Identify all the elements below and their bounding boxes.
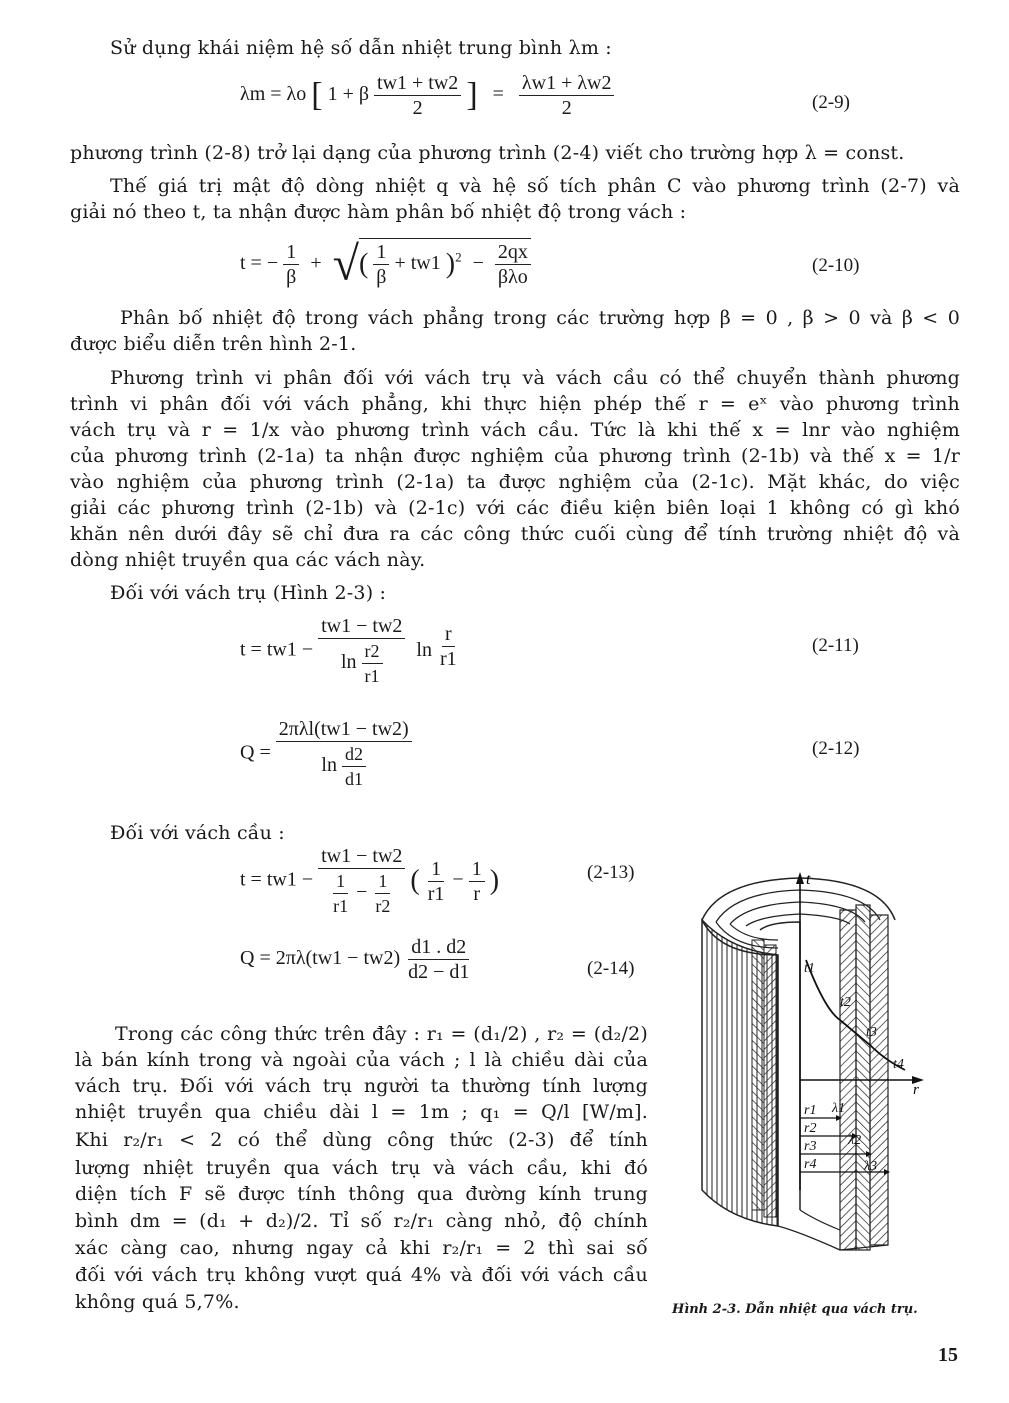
paragraph-6-line-2: là bán kính trong và ngoài của vách ; l là chiều dài của xyxy=(75,1049,648,1071)
equation-2-12 xyxy=(240,718,412,790)
page-number: 15 xyxy=(938,1344,958,1366)
paragraph-5-line-3: vách trụ và r = 1/x vào phương trình vách cầu. Tức là khi thế x = lnr vào nghiệm xyxy=(70,419,960,441)
cylinder-heading: Đối với vách trụ (Hình 2-3) : xyxy=(110,582,387,604)
eq10-f1-num: 1 xyxy=(283,241,299,265)
paragraph-2: phương trình (2-8) trở lại dạng của phương trình (2-4) viết cho trường hợp λ = const. xyxy=(70,142,905,164)
paragraph-6-line-4: nhiệt truyền qua chiều dài l = 1m ; q₁ = Q/l [W/m]. xyxy=(75,1101,648,1123)
label-r3: r3 xyxy=(804,1139,817,1154)
eq12-den-den: d1 xyxy=(344,769,363,789)
paragraph-4-line-2: được biểu diễn trên hình 2-1. xyxy=(70,333,357,355)
paragraph-6-line-7: diện tích F sẽ được tính thông qua đường kính trung xyxy=(75,1183,648,1205)
paragraph-6-line-6: lượng nhiệt truyền qua vách trụ và vách cầu, khi đó xyxy=(75,1157,648,1179)
intro-line: Sử dụng khái niệm hệ số dẫn nhiệt trung bình λm : xyxy=(110,37,612,59)
eq10-lhs: t = − xyxy=(240,252,279,275)
eq12-num: 2πλl(tw1 − tw2) xyxy=(276,718,412,742)
eq9-den1: 2 xyxy=(412,97,423,119)
eq13-pm: − xyxy=(452,868,464,891)
paragraph-6-line-11: không quá 5,7%. xyxy=(75,1291,240,1313)
eq10-inner-num: 1 xyxy=(373,241,389,265)
eq14-lhs: Q = 2πλ(tw1 − tw2) xyxy=(240,947,401,970)
eq12-den-num: d2 xyxy=(342,743,366,767)
eq9-num2: λw1 + λw2 xyxy=(519,72,615,96)
eqno-2-14: (2-14) xyxy=(587,958,635,979)
eqno-2-12: (2-12) xyxy=(812,738,860,759)
paragraph-5-line-7: khăn nên dưới đây sẽ chỉ đưa ra các công thức cuối cùng để tính trường nhiệt độ và xyxy=(70,523,960,545)
eq10-f3-den: βλo xyxy=(497,266,528,288)
eq9-lhs: λm = λo xyxy=(240,83,307,106)
eqno-2-9: (2-9) xyxy=(812,92,850,113)
equation-2-14 xyxy=(240,936,472,983)
paragraph-5-line-5: vào nghiệm của phương trình (2-1a) ta được nghiệm của (2-1c). Mặt khác, do việc xyxy=(70,471,960,493)
sphere-heading: Đối với vách cầu : xyxy=(110,822,285,844)
eq11-r-num: r xyxy=(442,623,455,647)
eq13-d2n: 1 xyxy=(375,870,390,894)
equation-2-11 xyxy=(240,615,460,687)
eq9-num1: tw1 + tw2 xyxy=(374,72,461,96)
paragraph-3-line-2: giải nó theo t, ta nhận được hàm phân bố nhiệt độ trong vách : xyxy=(70,201,687,223)
eq13-b-num: 1 xyxy=(469,858,485,882)
paragraph-5-line-4: của phương trình (2-1a) ta nhận được nghiệm của phương trình (2-1b) và thế x = 1/r xyxy=(70,445,960,467)
equation-2-9 xyxy=(240,72,614,119)
paragraph-6-line-1: Trong các công thức trên đây : r₁ = (d₁/2) , r₂ = (d₂/2) xyxy=(115,1023,648,1045)
eq14-num: d1 . d2 xyxy=(408,936,469,960)
eq11-den-den: r1 xyxy=(364,666,380,686)
eq13-p-close: ) xyxy=(489,865,500,896)
eq13-num: tw1 − tw2 xyxy=(318,845,405,869)
eqno-2-10: (2-10) xyxy=(812,255,860,276)
eq10-inner-den: β xyxy=(376,266,387,288)
eq11-den-ln: ln xyxy=(340,651,357,674)
eq9-one-plus-beta: 1 + β xyxy=(327,83,370,106)
paragraph-5-line-1: Phương trình vi phân đối với vách trụ và vách cầu có thể chuyển thành phương xyxy=(110,367,960,389)
eq14-den: d2 − d1 xyxy=(408,961,470,983)
eq9-bracket-open: [ xyxy=(311,76,323,114)
label-lambda3: λ3 xyxy=(864,1159,878,1174)
eq13-b-den: r xyxy=(473,882,481,905)
paragraph-5-line-6: giải các phương trình (2-1b) và (2-1c) với các điều kiện biên loại 1 không có gì khó xyxy=(70,497,960,519)
eq11-ln: ln xyxy=(416,638,432,661)
eq13-d1n: 1 xyxy=(333,870,348,894)
label-t1: t1 xyxy=(804,961,815,976)
label-r4: r4 xyxy=(804,1157,817,1172)
eq11-num: tw1 − tw2 xyxy=(318,615,405,639)
eq9-den2: 2 xyxy=(561,97,572,119)
eq11-lhs: t = tw1 − xyxy=(240,638,314,661)
eq10-f3-num: 2qx xyxy=(495,241,531,265)
label-lambda1: λ1 xyxy=(832,1101,846,1116)
eq11-den-num: r2 xyxy=(362,640,383,664)
paragraph-3-line-1: Thế giá trị mật độ dòng nhiệt q và hệ số tích phân C vào phương trình (2-7) và xyxy=(110,175,960,197)
axis-r-label: r xyxy=(913,1082,919,1098)
cylinder-wall-figure xyxy=(690,860,960,1270)
eq13-d1d: r1 xyxy=(333,896,349,916)
eq13-dm: − xyxy=(356,881,368,904)
paragraph-6-line-10: đối với vách trụ không vượt quá 4% và đối với vách cầu xyxy=(75,1264,648,1286)
label-lambda2: λ2 xyxy=(848,1133,862,1148)
label-t3: t3 xyxy=(866,1025,877,1040)
equation-2-10: t = − $\frac{1}{\beta}$ + √( $\frac{1}{\beta}$ + tw1 )$^2$ − $\frac{2qx}{\text{βλo}}$ xyxy=(240,238,531,288)
figure-caption: Hình 2-3. Dẫn nhiệt qua vách trụ. xyxy=(672,1302,918,1317)
sqrt-sign: √ xyxy=(332,237,359,291)
paragraph-5-line-8: dòng nhiệt truyền qua các vách này. xyxy=(70,549,426,571)
eq11-r-den: r1 xyxy=(439,648,457,670)
eq13-a-num: 1 xyxy=(428,858,444,882)
eqno-2-13: (2-13) xyxy=(587,862,635,883)
paragraph-6-line-8: bình dm = (d₁ + d₂)/2. Tỉ số r₂/r₁ càng nhỏ, độ chính xyxy=(75,1210,648,1232)
label-r2: r2 xyxy=(804,1121,817,1136)
label-t4: t4 xyxy=(893,1057,904,1072)
eq10-inner-rest: + tw1 xyxy=(394,252,441,275)
eq9-equals: = xyxy=(492,83,504,106)
label-r1: r1 xyxy=(804,1103,817,1118)
eq13-p-open: ( xyxy=(410,865,420,896)
label-t2: t2 xyxy=(840,995,851,1010)
eq10-f1-den: β xyxy=(286,266,297,288)
eq13-d2d: r2 xyxy=(375,896,391,916)
eq13-lhs: t = tw1 − xyxy=(240,868,314,891)
paragraph-6-line-9: xác càng cao, nhưng ngay cả khi r₂/r₁ = 2 thì sai số xyxy=(75,1237,648,1259)
paragraph-6-line-3: vách trụ. Đối với vách trụ người ta thường tính lượng xyxy=(75,1075,648,1097)
eq12-den-ln: ln xyxy=(321,754,337,777)
eq10-square: 2 xyxy=(455,249,462,265)
paragraph-5-line-2: trình vi phân đối với vách phẳng, khi thực hiện phép thế r = eˣ vào phương trình xyxy=(70,393,960,415)
eq13-a-den: r1 xyxy=(427,882,445,905)
axis-t-label: t xyxy=(806,871,811,888)
eq10-plus: + xyxy=(310,252,322,275)
eq12-lhs: Q = xyxy=(240,741,271,764)
eqno-2-11: (2-11) xyxy=(812,635,859,656)
equation-2-13 xyxy=(240,845,499,917)
paragraph-6-line-5: Khi r₂/r₁ < 2 có thể dùng công thức (2-3) để tính xyxy=(75,1129,648,1151)
eq10-minus: − xyxy=(472,252,484,275)
eq9-bracket-close: ] xyxy=(466,76,478,114)
paragraph-4-line-1: Phân bố nhiệt độ trong vách phẳng trong các trường hợp β = 0 , β > 0 và β < 0 xyxy=(120,307,960,329)
